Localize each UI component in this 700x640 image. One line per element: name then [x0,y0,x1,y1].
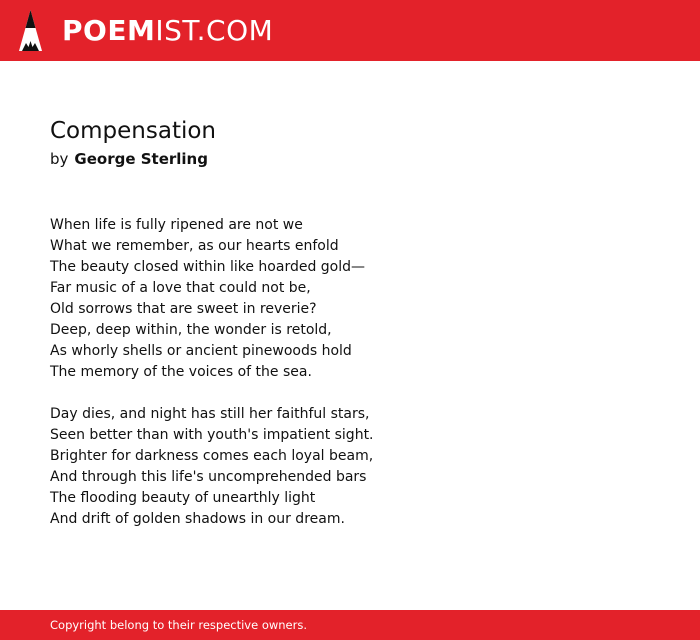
poem-line: Brighter for darkness comes each loyal beam, [50,448,374,464]
poem-line: The memory of the voices of the sea. [50,364,312,380]
site-header [0,0,700,61]
brand-light: IST.COM [155,13,274,47]
poem-body [50,215,650,530]
site-logo-link[interactable] [19,10,273,52]
site-footer [0,610,700,640]
poem-content [50,116,650,551]
poem-line: What we remember, as our hearts enfold [50,238,339,254]
poem-line: Day dies, and night has still her faithful stars, [50,406,370,422]
poem-stanza [50,404,650,530]
byline-prefix: by [50,150,69,168]
brand-strong: POEM [62,13,156,47]
poem-line: And drift of golden shadows in our dream. [50,511,345,527]
site-brand [62,13,274,47]
poem-line: Deep, deep within, the wonder is retold, [50,322,332,338]
poem-title: Compensation [50,118,216,144]
pencil-tip-icon [19,10,42,52]
copyright-text: Copyright belong to their respective owners. [50,618,308,632]
poem-byline [50,146,650,172]
poem-line: Seen better than with youth's impatient sight. [50,427,374,443]
poem-author: George Sterling [74,150,208,168]
poem-line: As whorly shells or ancient pinewoods hold [50,343,352,359]
poem-line: The flooding beauty of unearthly light [50,490,316,506]
poem-stanza [50,215,650,383]
poem-line: And through this life's uncomprehended bars [50,469,367,485]
poem-line: The beauty closed within like hoarded gold— [50,259,366,275]
poem-line: When life is fully ripened are not we [50,217,303,233]
poem-line: Far music of a love that could not be, [50,280,311,296]
poem-line: Old sorrows that are sweet in reverie? [50,301,317,317]
